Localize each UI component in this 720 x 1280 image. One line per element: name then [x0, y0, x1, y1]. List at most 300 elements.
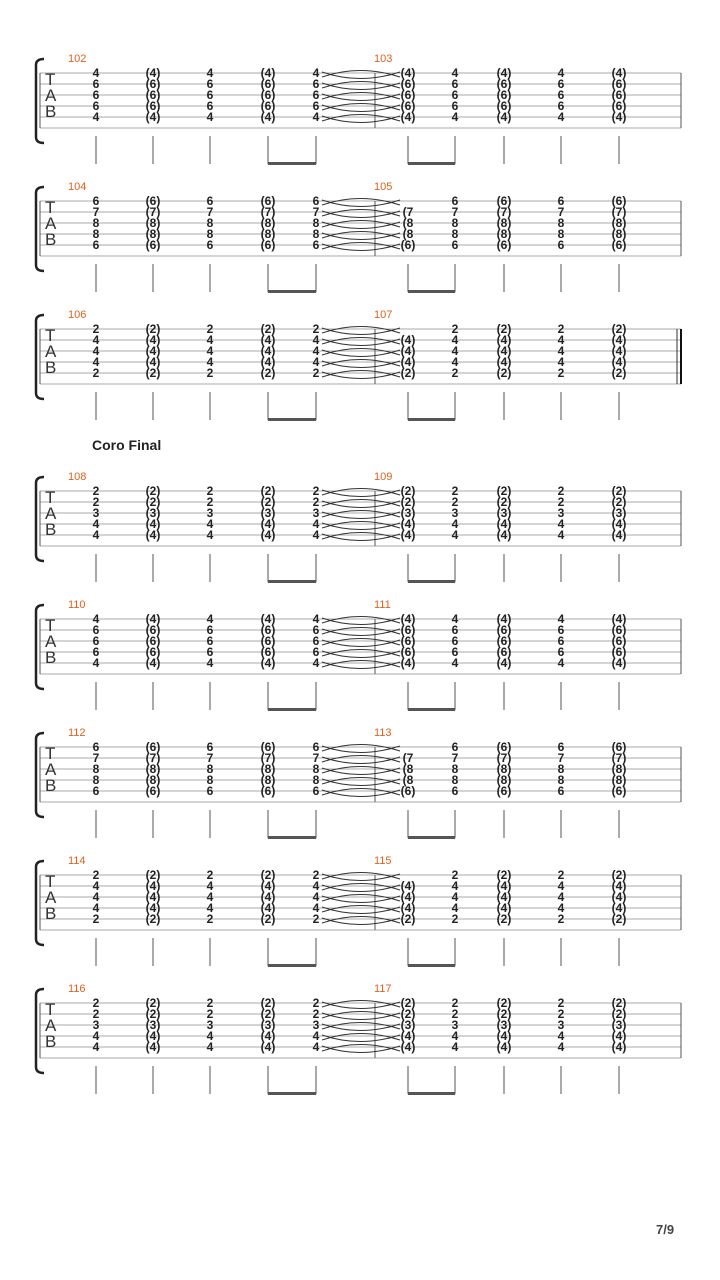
fret-number: (4) [400, 517, 416, 531]
fret-number: (2) [611, 484, 627, 498]
fret-number: (7) [611, 205, 627, 219]
fret-number: (2) [496, 366, 512, 380]
fret-number: (4) [260, 879, 276, 893]
measure-number: 115 [374, 855, 392, 867]
fret-number: (2) [400, 484, 416, 498]
rhythm-beam [408, 162, 455, 165]
fret-number: (4) [611, 1040, 627, 1054]
fret-number: (4) [496, 612, 512, 626]
fret-number: (7) [145, 205, 161, 219]
fret-number: 4 [92, 1029, 100, 1043]
fret-number: (6) [496, 77, 512, 91]
fret-number: (4) [260, 110, 276, 124]
fret-number: 6 [92, 99, 100, 113]
measure-number: 114 [68, 855, 86, 867]
fret-number: 6 [451, 623, 459, 637]
fret-number: (6) [611, 238, 627, 252]
measure-number: 108 [68, 471, 87, 483]
fret-number: 4 [206, 879, 214, 893]
fret-number: 4 [92, 890, 100, 904]
fret-number: (4) [260, 66, 276, 80]
fret-number: (4) [145, 656, 161, 670]
fret-number: 6 [451, 634, 459, 648]
fret-number: 6 [557, 784, 565, 798]
fret-number: 7 [451, 751, 459, 765]
fret-number: (7) [611, 751, 627, 765]
fret-number: (4) [400, 333, 416, 347]
fret-number: (8) [145, 762, 161, 776]
tie-curve [322, 327, 400, 334]
fret-number: (4) [145, 612, 161, 626]
fret-number: 4 [206, 1040, 214, 1054]
fret-number: (3) [260, 506, 276, 520]
fret-number: (8) [496, 216, 512, 230]
fret-number: (4) [260, 1040, 276, 1054]
fret-number: (4) [145, 879, 161, 893]
fret-number: (4) [260, 344, 276, 358]
fret-number: (2) [145, 912, 161, 926]
fret-number: 7 [451, 205, 459, 219]
fret-number: 4 [92, 66, 100, 80]
fret-number: (4) [260, 612, 276, 626]
fret-number: 2 [557, 912, 565, 926]
fret-number: (4) [145, 1029, 161, 1043]
fret-number: 8 [92, 216, 100, 230]
fret-number: (2) [611, 868, 627, 882]
fret-number: 4 [312, 1040, 320, 1054]
fret-number: 4 [557, 110, 565, 124]
fret-number: 2 [557, 495, 565, 509]
fret-number: (4) [145, 333, 161, 347]
fret-number: (6) [496, 740, 512, 754]
fret-number: 4 [206, 612, 214, 626]
fret-number: (8 [402, 216, 414, 230]
tie-curve [322, 93, 400, 100]
fret-number: 8 [206, 216, 214, 230]
fret-number: 2 [312, 868, 320, 882]
fret-number: (6) [400, 784, 416, 798]
fret-number: (4) [496, 333, 512, 347]
tab-system [36, 599, 681, 711]
fret-number: (6) [145, 645, 161, 659]
tab-clef-letter: B [45, 230, 57, 249]
fret-number: 8 [557, 227, 565, 241]
tie-curve [322, 338, 400, 345]
fret-number: (2) [496, 912, 512, 926]
fret-number: 8 [92, 773, 100, 787]
fret-number: 6 [312, 77, 320, 91]
fret-number: (2) [260, 912, 276, 926]
fret-number: 4 [92, 333, 100, 347]
fret-number: 2 [92, 1007, 100, 1021]
fret-number: 8 [557, 216, 565, 230]
fret-number: 8 [92, 227, 100, 241]
fret-number: (8) [260, 773, 276, 787]
tie-curve [322, 243, 400, 250]
tab-clef-letter: A [45, 504, 57, 523]
tie-curve [322, 500, 400, 507]
fret-number: (6) [145, 99, 161, 113]
fret-number: 4 [92, 110, 100, 124]
fret-number: (3) [400, 506, 416, 520]
fret-number: (6) [496, 634, 512, 648]
fret-number: 2 [451, 996, 459, 1010]
fret-number: 6 [206, 238, 214, 252]
fret-number: (2) [260, 484, 276, 498]
fret-number: (2) [260, 495, 276, 509]
tie-curve [322, 533, 400, 540]
fret-number: 6 [206, 645, 214, 659]
tab-clef-letter: T [45, 872, 56, 891]
tie-curve [322, 906, 400, 913]
rhythm-beam [408, 1092, 455, 1095]
fret-number: (6) [260, 784, 276, 798]
fret-number: 8 [312, 227, 320, 241]
fret-number: (7 [402, 205, 414, 219]
tie-curve [322, 650, 400, 657]
fret-number: (8) [496, 762, 512, 776]
fret-number: 4 [206, 333, 214, 347]
fret-number: 4 [312, 66, 320, 80]
fret-number: 7 [557, 751, 565, 765]
tie-curve [322, 745, 400, 752]
fret-number: (7 [402, 751, 414, 765]
fret-number: (2) [611, 366, 627, 380]
fret-number: 2 [206, 366, 214, 380]
fret-number: (4) [611, 355, 627, 369]
fret-number: (6) [260, 645, 276, 659]
fret-number: (6) [260, 99, 276, 113]
fret-number: 4 [451, 517, 459, 531]
fret-number: (4) [145, 901, 161, 915]
fret-number: 3 [206, 506, 214, 520]
fret-number: 6 [451, 784, 459, 798]
fret-number: (6) [400, 99, 416, 113]
measure-number: 111 [374, 599, 391, 611]
rhythm-beam [408, 418, 455, 421]
fret-number: (4) [611, 66, 627, 80]
fret-number: (6) [400, 88, 416, 102]
fret-number: 2 [312, 1007, 320, 1021]
fret-number: 4 [312, 344, 320, 358]
tie-curve [322, 895, 400, 902]
fret-number: 2 [451, 495, 459, 509]
tab-clef-letter: A [45, 342, 57, 361]
tab-clef-letter: B [45, 904, 57, 923]
fret-number: 6 [92, 88, 100, 102]
fret-number: (6) [496, 238, 512, 252]
fret-number: 4 [92, 355, 100, 369]
rhythm-beam [268, 418, 316, 421]
tie-curve [322, 617, 400, 624]
fret-number: (4) [496, 528, 512, 542]
tie-curve [322, 1034, 400, 1041]
fret-number: (4) [611, 879, 627, 893]
fret-number: 4 [206, 344, 214, 358]
measure-number: 102 [68, 53, 87, 65]
measure-number: 109 [374, 471, 393, 483]
fret-number: (6) [611, 88, 627, 102]
rhythm-beam [268, 836, 316, 839]
fret-number: (8 [402, 227, 414, 241]
fret-number: (4) [260, 1029, 276, 1043]
fret-number: 2 [451, 322, 459, 336]
fret-number: (2) [611, 495, 627, 509]
measure-number: 106 [68, 309, 87, 321]
fret-number: (4) [496, 901, 512, 915]
fret-number: 4 [312, 1029, 320, 1043]
fret-number: 6 [92, 634, 100, 648]
fret-number: (8) [145, 227, 161, 241]
fret-number: (8) [496, 773, 512, 787]
tab-clef-letter: B [45, 358, 57, 377]
tie-curve [322, 884, 400, 891]
rhythm-beam [268, 290, 316, 293]
tab-system [36, 471, 681, 583]
fret-number: 4 [557, 528, 565, 542]
fret-number: 6 [557, 88, 565, 102]
tab-clef-letter: T [45, 744, 56, 763]
tab-clef-letter: T [45, 1000, 56, 1019]
fret-number: 4 [451, 1029, 459, 1043]
rhythm-beam [268, 580, 316, 583]
fret-number: 4 [206, 517, 214, 531]
fret-number: 4 [312, 890, 320, 904]
fret-number: 4 [557, 66, 565, 80]
fret-number: (4) [260, 333, 276, 347]
tab-system [36, 727, 681, 839]
tie-curve [322, 628, 400, 635]
fret-number: (4) [611, 1029, 627, 1043]
fret-number: 4 [451, 612, 459, 626]
fret-number: 2 [206, 996, 214, 1010]
tab-system [36, 53, 681, 165]
fret-number: 7 [92, 751, 100, 765]
fret-number: 4 [451, 890, 459, 904]
fret-number: 4 [206, 890, 214, 904]
tie-curve [322, 82, 400, 89]
fret-number: 2 [451, 912, 459, 926]
fret-number: 6 [206, 88, 214, 102]
fret-number: 4 [206, 528, 214, 542]
fret-number: 3 [92, 506, 100, 520]
fret-number: 4 [312, 110, 320, 124]
fret-number: 2 [312, 322, 320, 336]
fret-number: (7) [145, 751, 161, 765]
fret-number: 6 [451, 88, 459, 102]
fret-number: 3 [557, 1018, 565, 1032]
fret-number: (6) [611, 740, 627, 754]
fret-number: (6) [145, 238, 161, 252]
fret-number: (8) [496, 227, 512, 241]
tie-curve [322, 756, 400, 763]
fret-number: 8 [451, 773, 459, 787]
tab-clef-letter: B [45, 776, 57, 795]
fret-number: (6) [145, 88, 161, 102]
fret-number: 2 [92, 912, 100, 926]
fret-number: 2 [557, 1007, 565, 1021]
fret-number: 4 [557, 517, 565, 531]
fret-number: 4 [206, 110, 214, 124]
fret-number: 6 [557, 645, 565, 659]
fret-number: (4) [611, 344, 627, 358]
tab-clef-letter: A [45, 214, 57, 233]
fret-number: (8) [611, 216, 627, 230]
fret-number: 4 [557, 1040, 565, 1054]
rhythm-beam [268, 708, 316, 711]
fret-number: 7 [206, 205, 214, 219]
tie-curve [322, 767, 400, 774]
fret-number: 2 [312, 996, 320, 1010]
fret-number: 6 [206, 99, 214, 113]
fret-number: (2) [496, 484, 512, 498]
fret-number: 4 [312, 656, 320, 670]
fret-number: (6) [145, 740, 161, 754]
tie-curve [322, 522, 400, 529]
fret-number: 3 [206, 1018, 214, 1032]
tie-curve [322, 1045, 400, 1052]
fret-number: (4) [496, 110, 512, 124]
fret-number: 6 [557, 238, 565, 252]
fret-number: 3 [451, 1018, 459, 1032]
fret-number: 8 [92, 762, 100, 776]
fret-number: (4) [260, 355, 276, 369]
fret-number: (6) [260, 238, 276, 252]
fret-number: (8) [145, 216, 161, 230]
fret-number: 4 [451, 344, 459, 358]
fret-number: 7 [206, 751, 214, 765]
fret-number: (6) [145, 623, 161, 637]
fret-number: 6 [206, 623, 214, 637]
fret-number: 4 [92, 656, 100, 670]
fret-number: (8) [260, 762, 276, 776]
fret-number: 2 [206, 484, 214, 498]
fret-number: (6) [496, 784, 512, 798]
rhythm-beam [268, 1092, 316, 1095]
fret-number: 4 [92, 901, 100, 915]
fret-number: (6) [496, 194, 512, 208]
fret-number: (6) [145, 194, 161, 208]
fret-number: (4) [400, 1040, 416, 1054]
fret-number: 2 [557, 322, 565, 336]
fret-number: 4 [206, 1029, 214, 1043]
fret-number: 4 [206, 355, 214, 369]
tab-clef-letter: T [45, 198, 56, 217]
fret-number: 2 [92, 996, 100, 1010]
tie-curve [322, 873, 400, 880]
fret-number: 6 [557, 740, 565, 754]
fret-number: (6) [496, 645, 512, 659]
fret-number: (4) [145, 528, 161, 542]
tie-curve [322, 511, 400, 518]
fret-number: (4) [400, 355, 416, 369]
fret-number: (2) [496, 322, 512, 336]
fret-number: (2) [611, 912, 627, 926]
fret-number: (8) [611, 773, 627, 787]
fret-number: (2) [260, 996, 276, 1010]
fret-number: 2 [312, 366, 320, 380]
tie-curve [322, 199, 400, 206]
fret-number: (7) [260, 205, 276, 219]
fret-number: 4 [557, 612, 565, 626]
fret-number: (4) [611, 333, 627, 347]
fret-number: 4 [312, 517, 320, 531]
measure-number: 113 [374, 727, 392, 739]
fret-number: (4) [611, 528, 627, 542]
fret-number: (4) [400, 879, 416, 893]
fret-number: 4 [312, 612, 320, 626]
fret-number: 2 [557, 868, 565, 882]
fret-number: (4) [611, 656, 627, 670]
fret-number: 4 [312, 528, 320, 542]
fret-number: (4) [400, 528, 416, 542]
fret-number: 6 [557, 194, 565, 208]
fret-number: 4 [312, 355, 320, 369]
fret-number: 2 [92, 484, 100, 498]
fret-number: 4 [451, 528, 459, 542]
fret-number: (4) [496, 355, 512, 369]
tie-curve [322, 210, 400, 217]
fret-number: (2) [611, 1007, 627, 1021]
tie-curve [322, 71, 400, 78]
tab-clef-letter: A [45, 760, 57, 779]
fret-number: 4 [206, 901, 214, 915]
fret-number: (4) [400, 344, 416, 358]
fret-number: (4) [496, 879, 512, 893]
fret-number: (6) [260, 194, 276, 208]
fret-number: 2 [206, 912, 214, 926]
fret-number: (2) [145, 484, 161, 498]
fret-number: (8) [145, 773, 161, 787]
tie-curve [322, 639, 400, 646]
tie-curve [322, 778, 400, 785]
fret-number: (6) [611, 634, 627, 648]
fret-number: 4 [557, 1029, 565, 1043]
fret-number: (6) [496, 99, 512, 113]
fret-number: (7) [496, 751, 512, 765]
tab-clef-letter: A [45, 888, 57, 907]
fret-number: 4 [557, 879, 565, 893]
fret-number: 2 [206, 322, 214, 336]
fret-number: 4 [557, 656, 565, 670]
fret-number: (4) [496, 656, 512, 670]
fret-number: 4 [451, 656, 459, 670]
fret-number: (4) [496, 1029, 512, 1043]
fret-number: (2) [400, 366, 416, 380]
fret-number: 4 [312, 879, 320, 893]
section-label-coro-final: Coro Final [92, 437, 162, 453]
fret-number: (6) [400, 634, 416, 648]
fret-number: 6 [92, 740, 100, 754]
tie-curve [322, 221, 400, 228]
fret-number: 8 [451, 227, 459, 241]
tab-clef-letter: B [45, 102, 57, 121]
fret-number: 2 [92, 366, 100, 380]
fret-number: (4) [400, 110, 416, 124]
fret-number: 4 [557, 355, 565, 369]
tie-curve [322, 1023, 400, 1030]
fret-number: (4) [496, 66, 512, 80]
fret-number: (4) [496, 1040, 512, 1054]
fret-number: (4) [260, 901, 276, 915]
fret-number: 2 [92, 495, 100, 509]
fret-number: (3) [260, 1018, 276, 1032]
fret-number: (6) [611, 194, 627, 208]
fret-number: 6 [206, 634, 214, 648]
fret-number: 4 [92, 517, 100, 531]
measure-number: 117 [374, 983, 392, 995]
fret-number: 2 [312, 484, 320, 498]
